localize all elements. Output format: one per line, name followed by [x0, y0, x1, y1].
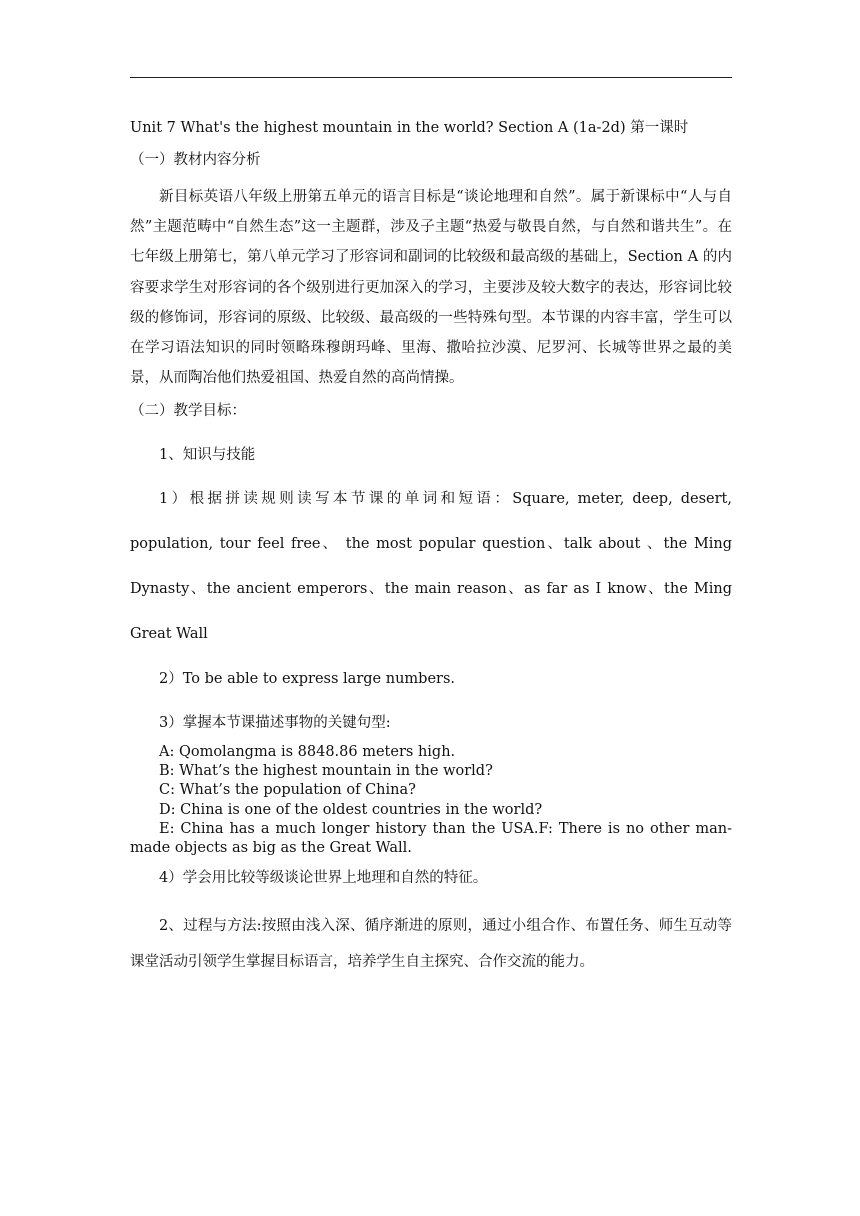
analysis-paragraph: 新目标英语八年级上册第五单元的语言目标是“谈论地理和自然”。属于新课标中“人与自然”主题范畴中“自然生态”这一主题群，涉及子主题“热爱与敬畏自然，与自然和谐共生”。在七年级上册第七，第八单元学习了形容词和副词的比较级和最高级的基础上，Section A 的内容要求学生对形容词的各个级别进行更加深入的学习，主要涉及较大数字的表达，形容词比较级的修饰词，形容词的原级、比较级、最高级的一些特殊句型。本节课的内容丰富，学生可以在学习语法知识的同时领略珠穆朗玛峰、里海、撒哈拉沙漠、尼罗河、长城等世界之最的美景，从而陶冶他们热爱祖国、热爱自然的高尚情操。	[130, 189, 732, 387]
objective-item-4: 4）学会用比较等级谈论世界上地理和自然的特征。	[159, 870, 488, 887]
sentence-b: B: What’s the highest mountain in the world?	[159, 762, 493, 779]
process-method-paragraph: 2、过程与方法:按照由浅入深、循序渐进的原则，通过小组合作、布置任务、师生互动等课堂活动引领学生掌握目标语言，培养学生自主探究、合作交流的能力。	[130, 918, 732, 971]
section-heading-analysis: （一）教材内容分析	[130, 152, 261, 168]
sentence-e-f: E: China has a much longer history than the USA.F: There is no other man-made objects as big as the Great Wall.	[130, 820, 732, 857]
objective-item-3: 3）掌握本节课描述事物的关键句型:	[159, 714, 391, 731]
lesson-title: Unit 7 What's the highest mountain in the world? Section A (1a-2d) 第一课时	[130, 120, 689, 136]
objective-item-1: 1）根据拼读规则读写本节课的单词和短语：Square, meter, deep, desert, population, tour feel free、 the most popular question、talk about 、the Ming Dynasty、the ancient emperors、the main reason、as far as I know、the Ming Great Wall	[130, 491, 732, 642]
objective-item-2: 2）To be able to express large numbers.	[159, 670, 456, 687]
sentence-d: D: China is one of the oldest countries in the world?	[159, 801, 543, 818]
header-rule	[130, 77, 732, 78]
document-body	[130, 116, 732, 980]
sentence-c: C: What’s the population of China?	[159, 782, 416, 799]
section-heading-objectives: （二）教学目标：	[130, 403, 246, 420]
sentence-a: A: Qomolangma is 8848.86 meters high.	[159, 743, 456, 760]
subheading-knowledge-skills: 1、知识与技能	[159, 447, 256, 464]
